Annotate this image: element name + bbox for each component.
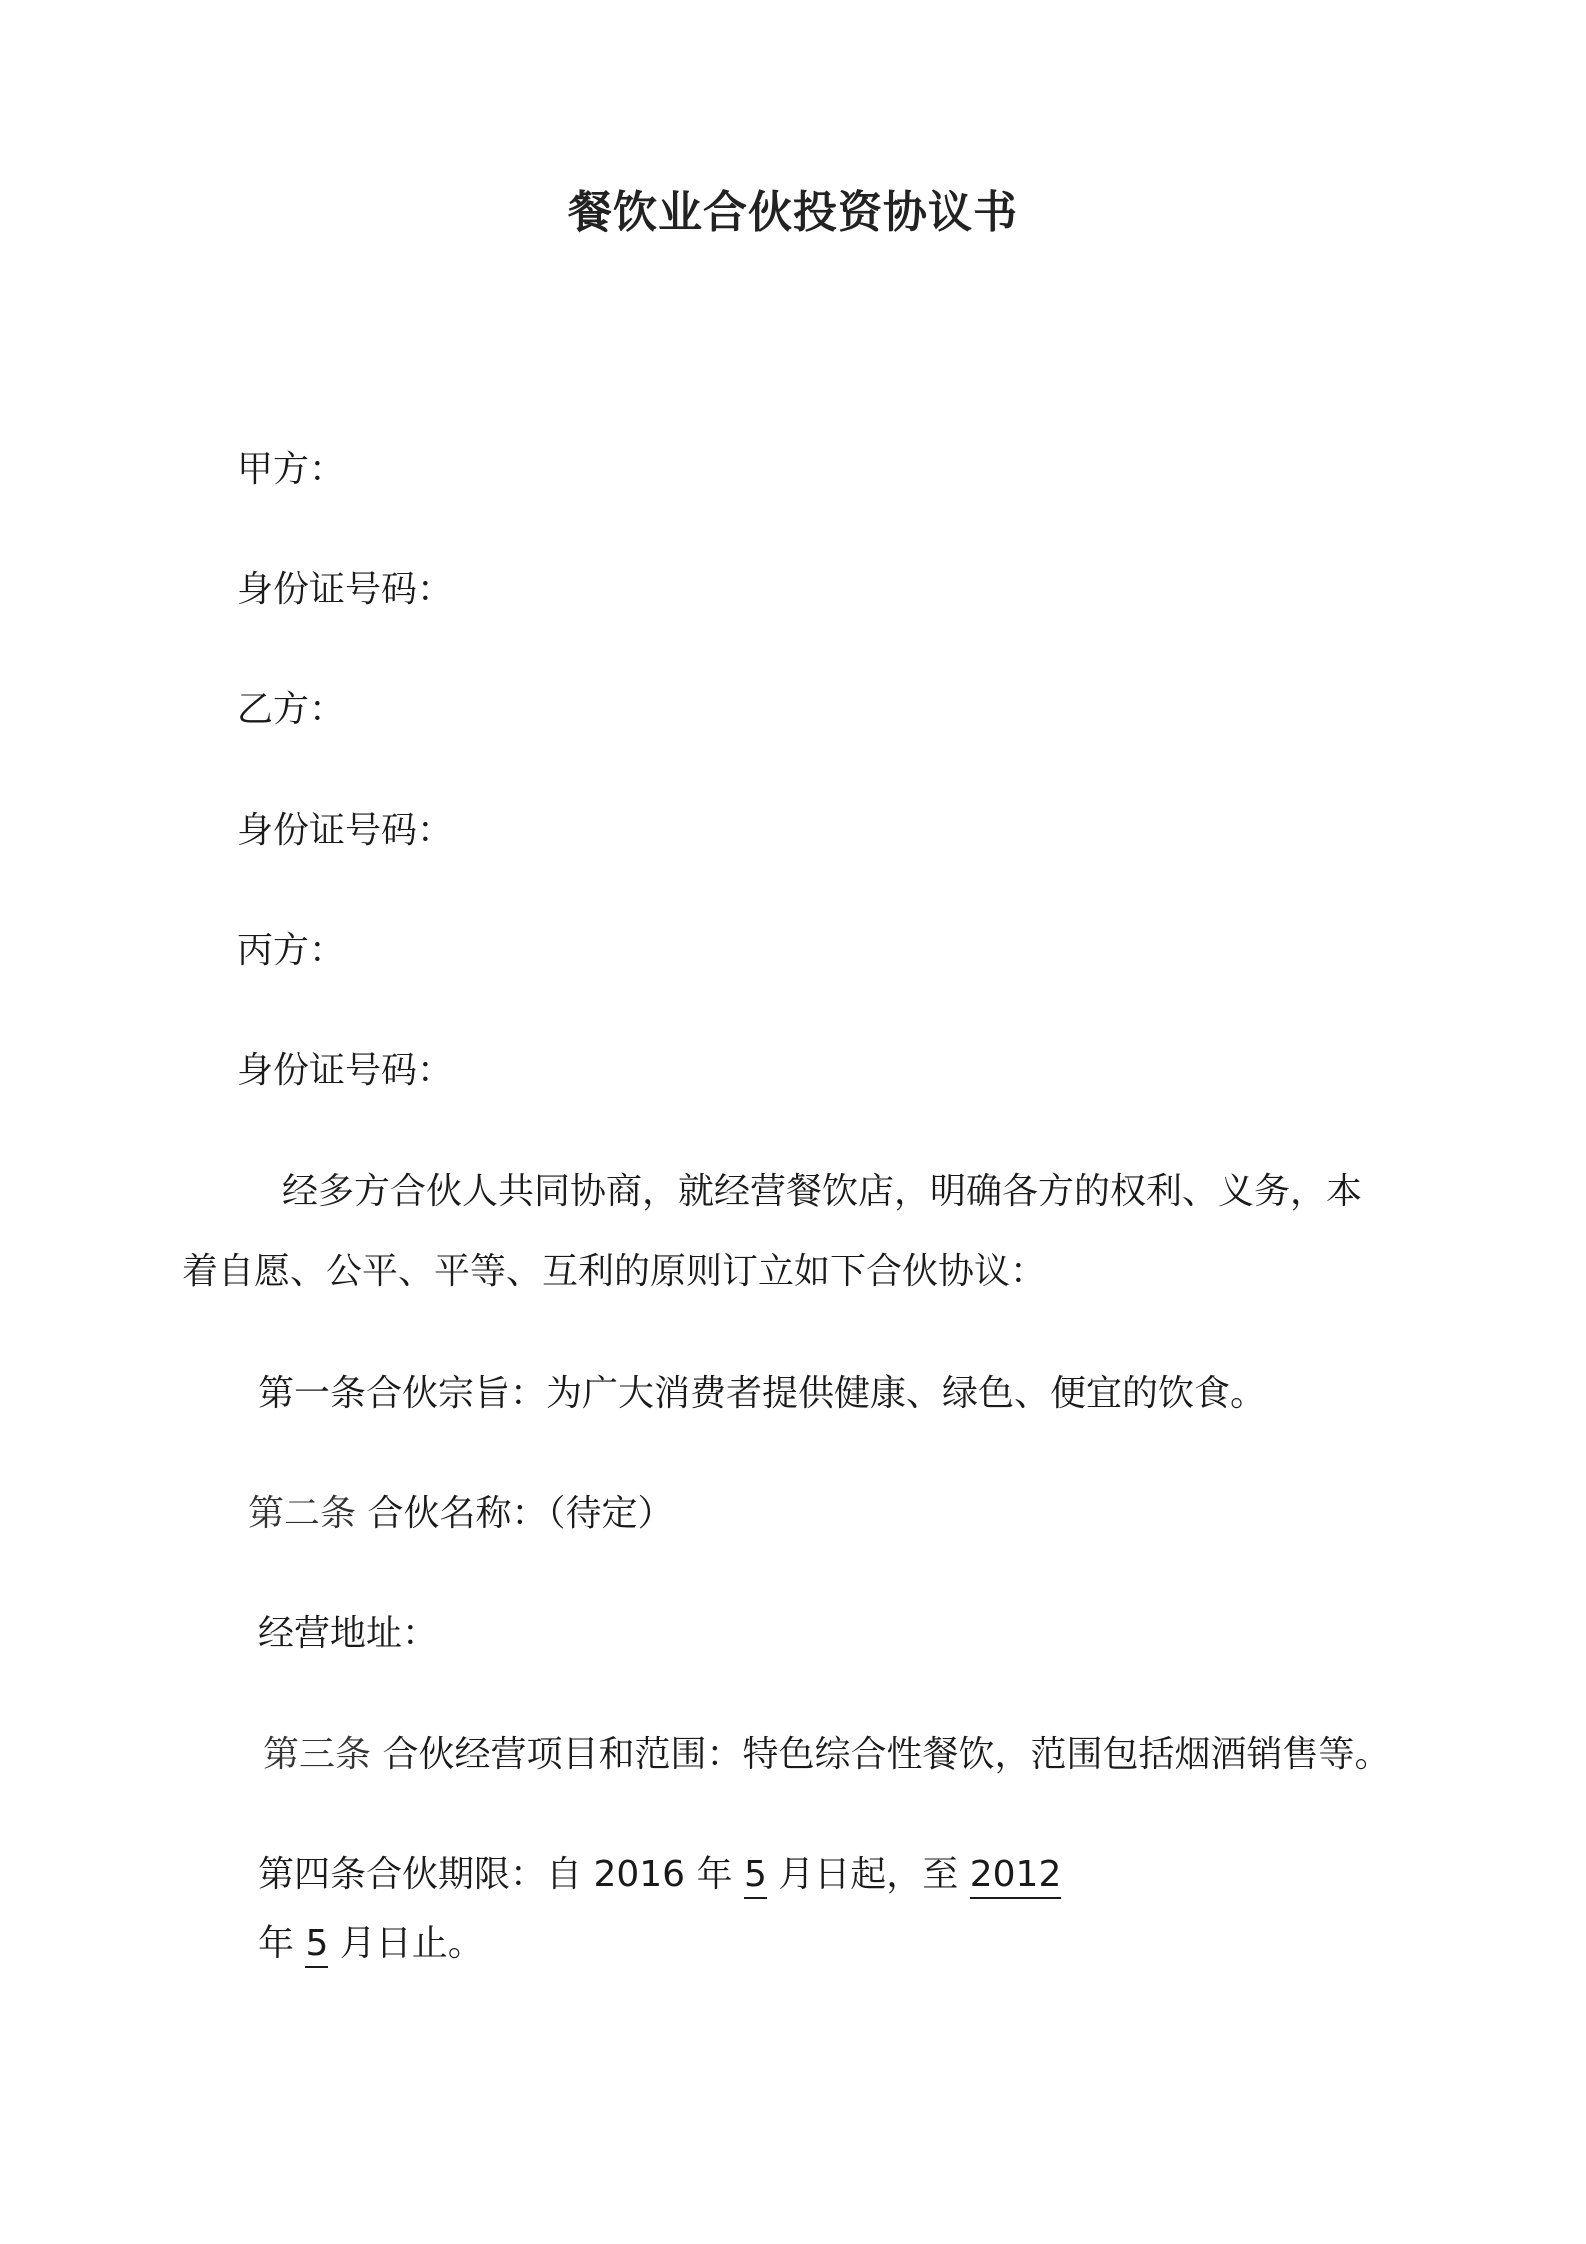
party-a-id-label: 身份证号码： bbox=[237, 569, 454, 610]
article-4-end-month: 5 bbox=[305, 1922, 328, 1968]
address-label: 经营地址： bbox=[258, 1613, 439, 1654]
article-3-number: 第三条 bbox=[263, 1734, 372, 1775]
article-4-prefix: 第四条合伙期限：自 2016 年 bbox=[258, 1854, 744, 1895]
party-a-label: 甲方： bbox=[237, 449, 346, 490]
article-4-start-month: 5 bbox=[744, 1853, 767, 1899]
party-c-id-label: 身份证号码： bbox=[237, 1050, 454, 1091]
party-b-id-label: 身份证号码： bbox=[237, 810, 454, 851]
party-c-label: 丙方： bbox=[237, 930, 346, 971]
article-4-line2-suffix: 月日止。 bbox=[328, 1923, 484, 1964]
article-4-line2-prefix: 年 bbox=[258, 1923, 306, 1964]
party-b-label: 乙方： bbox=[237, 689, 346, 730]
article-3 bbox=[263, 1731, 1390, 1779]
article-1: 第一条合伙宗旨：为广大消费者提供健康、绿色、便宜的饮食。 bbox=[258, 1373, 1267, 1414]
article-4-mid: 月日起，至 bbox=[766, 1854, 970, 1895]
article-4-line-1 bbox=[258, 1851, 1061, 1899]
article-3-text: 合伙经营项目和范围：特色综合性餐饮，范围包括烟酒销售等。 bbox=[371, 1734, 1391, 1775]
preamble-line-1: 经多方合伙人共同协商，就经营餐饮店，明确各方的权利、义务，本 bbox=[282, 1171, 1363, 1212]
article-4-end-year: 2012 bbox=[970, 1853, 1062, 1899]
document-title: 餐饮业合伙投资协议书 bbox=[568, 187, 1018, 238]
preamble-line-2: 着自愿、公平、平等、互利的原则订立如下合伙协议： bbox=[182, 1251, 1047, 1292]
article-2 bbox=[248, 1490, 673, 1538]
article-4-line-2 bbox=[258, 1920, 484, 1968]
article-2-number: 第二条 bbox=[248, 1493, 357, 1534]
article-2-text: 合伙名称：（待定） bbox=[356, 1493, 674, 1534]
